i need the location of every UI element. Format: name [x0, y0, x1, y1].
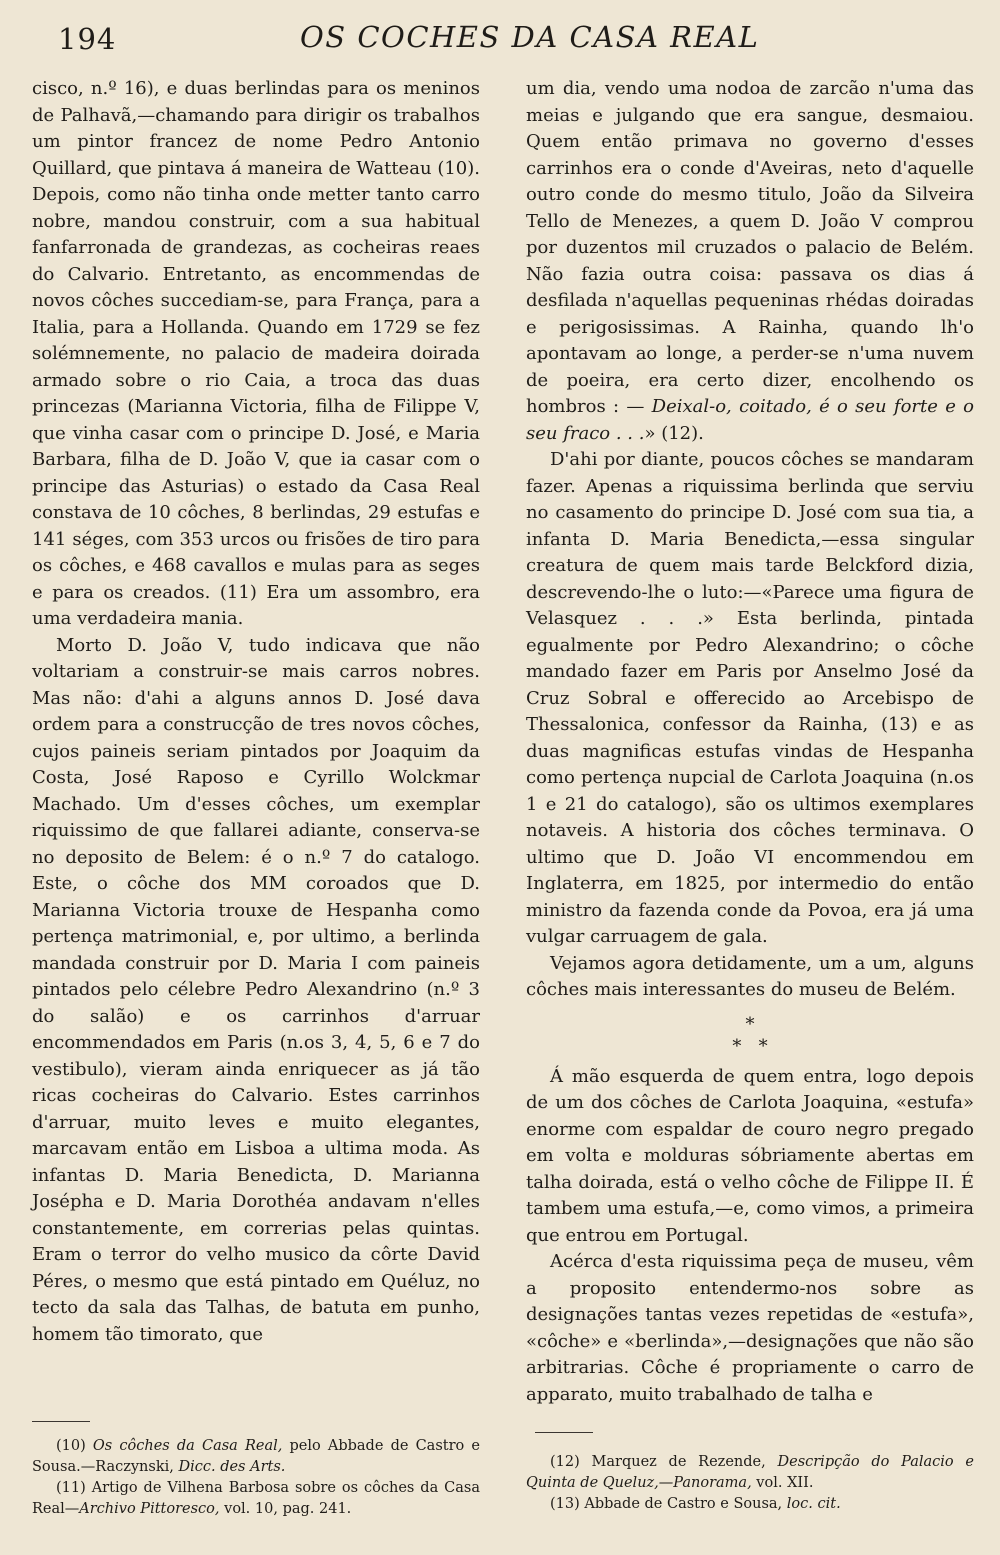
footnote-12-title: Descripção do Palacio e Quinta de Queluz,—Panorama,	[526, 1454, 975, 1491]
footnote-rule-left	[32, 1421, 90, 1422]
footnotes-right	[526, 1452, 974, 1515]
footnote-10-title: Os côches da Casa Real,	[92, 1438, 283, 1454]
footnote-12-text: (12) Marquez de Rezende,	[550, 1454, 778, 1470]
right-paragraph-1-end: » (12).	[644, 422, 704, 444]
right-paragraph-4: Á mão esquerda de quem entra, logo depois de um dos côches de Carlota Joaquina, «estufa» enorme com espaldar de couro negro pregado em volta e molduras sóbriamente abertas em talha doirada, está o velho côche de Filippe II. É tambem uma estufa,—e, como vimos, a primeira que entrou em Portugal.	[526, 1065, 974, 1246]
footnote-10-ref: Dicc. des Arts.	[178, 1459, 286, 1475]
right-paragraph-1	[526, 76, 974, 447]
right-column	[526, 76, 974, 1408]
right-paragraph-3: Vejamos agora detidamente, um a um, alguns côches mais interessantes do museu de Belém.	[526, 952, 974, 1000]
left-column	[32, 76, 480, 1348]
page-number: 194	[58, 22, 117, 56]
footnotes-left	[32, 1436, 480, 1520]
footnote-10	[32, 1436, 480, 1478]
right-paragraph-2: D'ahi por diante, poucos côches se mandaram fazer. Apenas a riquissima berlinda que serviu no casamento do principe D. José com sua tia, a infanta D. Maria Benedicta,—essa singular creatura de quem mais tarde Belckford dizia, descrevendo-lhe o luto:—«Parece uma figura de Velasquez . . .» Esta berlinda, pintada egualmente por Pedro Alexandrino; o côche mandado fazer em Paris por Anselmo José da Cruz Sobral e offerecido ao Arcebispo de Thessalonica, confessor da Rainha, (13) e as duas magnificas estufas vindas de Hespanha como pertença nupcial de Carlota Joaquina (n.os 1 e 21 do catalogo), são os ultimos exemplares notaveis. A historia dos côches terminava. O ultimo que D. João VI encommendou em Inglaterra, em 1825, por intermedio do então ministro da fazenda conde da Povoa, era já uma vulgar carruagem de gala.	[526, 449, 974, 947]
running-title: OS COCHES DA CASA REAL	[300, 20, 760, 54]
footnote-13	[526, 1494, 974, 1515]
footnote-10-text: pelo Abbade de Castro e Sousa.—Raczynski,	[32, 1438, 480, 1475]
right-paragraph-1-text: um dia, vendo uma nodoa de zarcão n'uma das meias e julgando que era sangue, desmaiou. Quem então primava no governo d'esses carrinhos era o conde d'Aveiras, neto d'aquelle outro conde do mesmo titulo, João da Silveira Tello de Menezes, a quem D. João V comprou por duzentos mil cruzados o palacio de Belém. Não fazia outra coisa: passava os dias á desfilada n'aquellas pequeninas rhédas doiradas e perigosissimas. A Rainha, quando lh'o apontavam ao longe, a perder-se n'uma nuvem de poeira, era certo dizer, encolhendo os hombros : —	[526, 78, 974, 417]
footnote-11-ref: Archivo Pittoresco,	[79, 1501, 220, 1517]
footnote-10-number: (10)	[56, 1438, 93, 1454]
footnote-12	[526, 1452, 974, 1494]
section-divider-asterism	[526, 1014, 974, 1058]
asterism-bottom: * *	[732, 1035, 768, 1057]
footnote-13-ref: loc. cit.	[786, 1496, 841, 1512]
footnote-12-end: vol. XII.	[751, 1475, 814, 1491]
right-paragraph-5: Acérca d'esta riquissima peça de museu, vêm a proposito entendermo-nos sobre as designações tantas vezes repetidas de «estufa», «côche» e «berlinda»,—designações que não são arbitrarias. Côche é propriamente o carro de apparato, muito trabalhado de talha e	[526, 1251, 974, 1405]
footnote-11-end: vol. 10, pag. 241.	[219, 1501, 352, 1517]
left-paragraph-2: Morto D. João V, tudo indicava que não voltariam a construir-se mais carros nobres. Mas não: d'ahi a alguns annos D. José dava ordem para a construcção de tres novos côches, cujos paineis seriam pintados por Joaquim da Costa, José Raposo e Cyrillo Wolckmar Machado. Um d'esses côches, um exemplar riquissimo de que fallarei adiante, conserva-se no deposito de Belem: é o n.º 7 do catalogo. Este, o côche dos MM coroados que D. Marianna Victoria trouxe de Hespanha como pertença matrimonial, e, por ultimo, a berlinda mandada construir por D. Maria I com paineis pintados pelo célebre Pedro Alexandrino (n.º 3 do salão) e os carrinhos d'arruar encommendados em Paris (n.os 3, 4, 5, 6 e 7 do vestibulo), vieram ainda enriquecer as já tão ricas cocheiras do Calvario. Estes carrinhos d'arruar, muito leves e muito elegantes, marcavam então em Lisboa a ultima moda. As infantas D. Maria Benedicta, D. Marianna Josépha e D. Maria Dorothéa andavam n'elles constantemente, em correrias pelas quintas. Eram o terror do velho musico da côrte David Péres, o mesmo que está pintado em Quéluz, no tecto da sala das Talhas, de batuta em punho, homem tão timorato, que	[32, 634, 480, 1345]
queen-quote: Deixal-o, coitado, é o seu forte e o seu fraco . . .	[526, 396, 975, 444]
footnote-11	[32, 1478, 480, 1520]
footnote-11-text: (11) Artigo de Vilhena Barbosa sobre os côches da Casa Real—	[32, 1480, 480, 1517]
footnote-rule-right	[535, 1432, 593, 1433]
footnote-13-text: (13) Abbade de Castro e Sousa,	[550, 1496, 787, 1512]
asterism-top: *	[745, 1013, 755, 1035]
left-paragraph-1: cisco, n.º 16), e duas berlindas para os meninos de Palhavã,—chamando para dirigir os trabalhos um pintor francez de nome Pedro Antonio Quillard, que pintava á maneira de Watteau (10). Depois, como não tinha onde metter tanto carro nobre, mandou construir, com a sua habitual fanfarronada de grandezas, as cocheiras reaes do Calvario. Entretanto, as encommendas de novos côches succediam-se, para França, para a Italia, para a Hollanda. Quando em 1729 se fez solémnemente, no palacio de madeira doirada armado sobre o rio Caia, a troca das duas princezas (Marianna Victoria, filha de Filippe V, que vinha casar com o principe D. José, e Maria Barbara, filha de D. João V, que ia casar com o principe das Asturias) o estado da Casa Real constava de 10 côches, 8 berlindas, 29 estufas e 141 séges, com 353 urcos ou frisões de tiro para os côches, e 468 cavallos e mulas para as seges e para os creados. (11) Era um assombro, era uma verdadeira mania.	[32, 78, 480, 629]
